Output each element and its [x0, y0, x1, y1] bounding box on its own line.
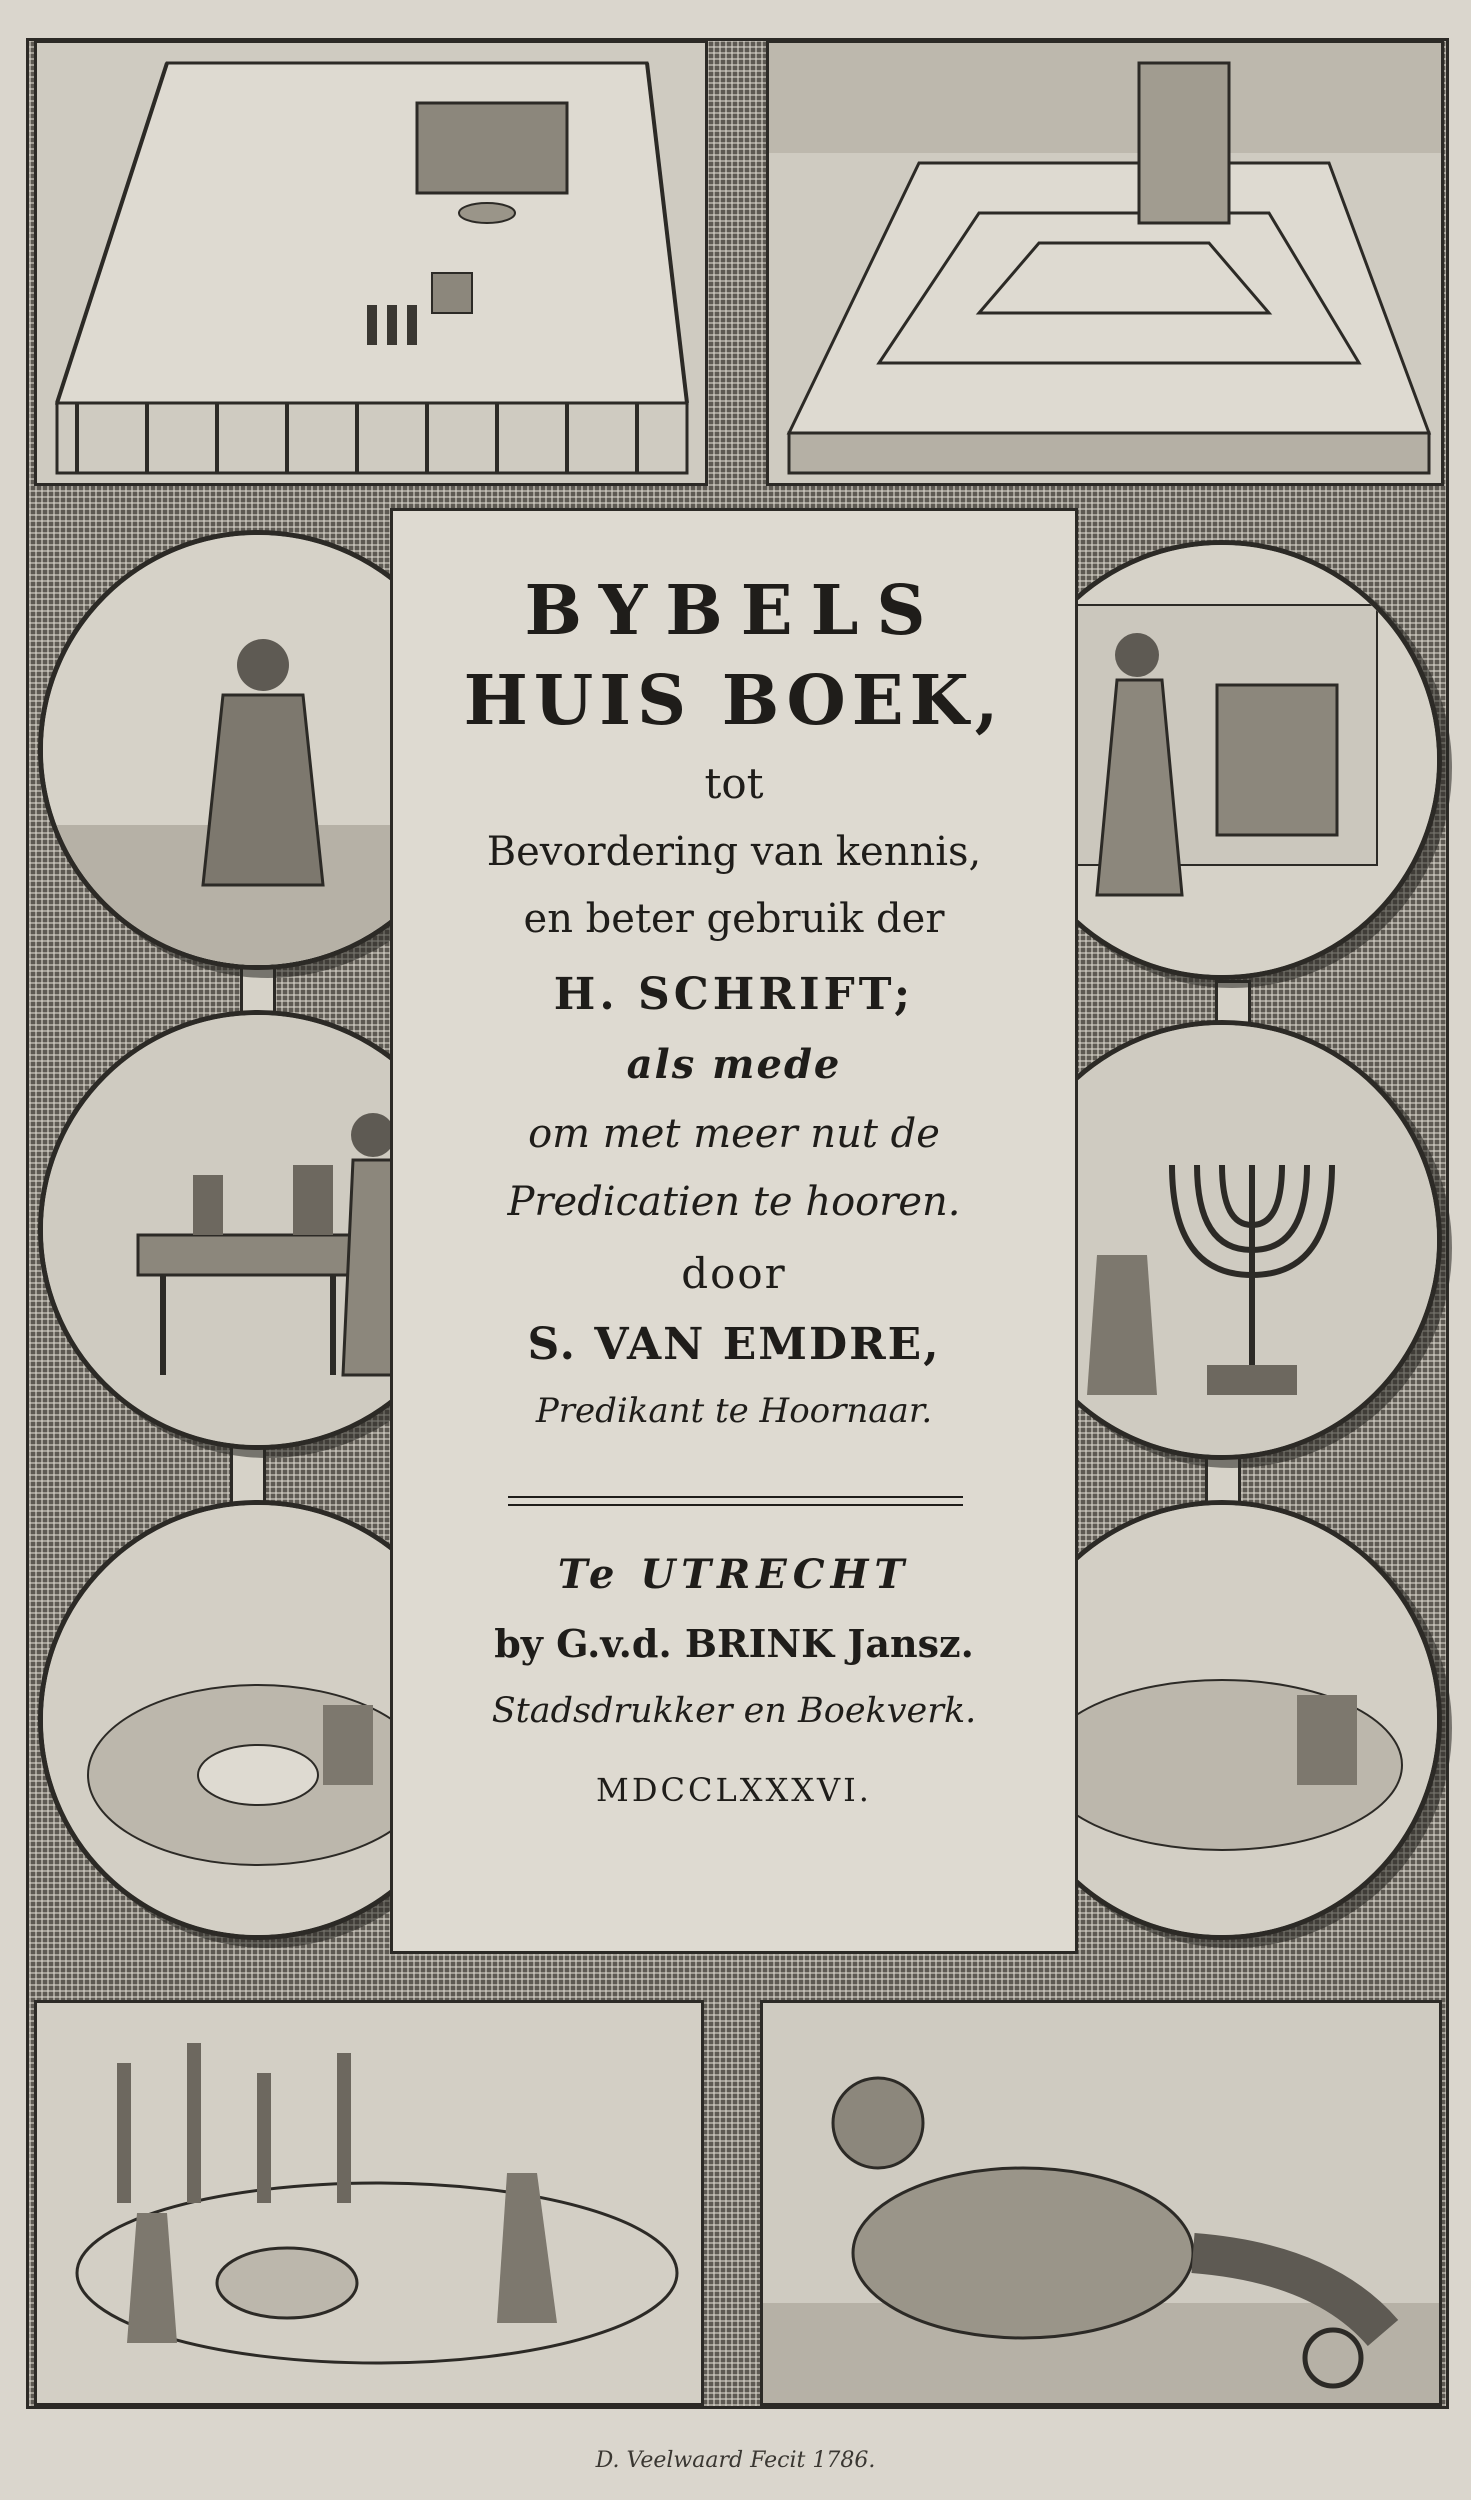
imprint-year: MDCCLXXXVI.	[596, 1771, 872, 1809]
title-line-1: BYBELS	[524, 571, 944, 651]
ploughing-scene	[34, 2000, 704, 2406]
title-line-4: Bevordering van kennis,	[486, 829, 982, 875]
divider-rule	[508, 1496, 963, 1506]
author-name: S. VAN EMDRE,	[527, 1319, 941, 1370]
title-line-9: Predicatien te hooren.	[507, 1179, 961, 1225]
title-line-10: door	[681, 1249, 787, 1298]
temple-scene	[766, 40, 1444, 486]
imprint-place: Te UTRECHT	[557, 1551, 911, 1598]
title-line-5: en beter gebruik der	[523, 896, 945, 942]
engraver-credit: D. Veelwaard Fecit 1786.	[595, 2448, 876, 2473]
title-panel	[390, 508, 1078, 1954]
title-line-2: HUIS BOEK,	[463, 661, 1005, 741]
title-line-8: om met meer nut de	[528, 1111, 940, 1157]
ram-scene	[760, 2000, 1442, 2406]
title-line-7: als mede	[626, 1041, 842, 1088]
title-line-3: tot	[704, 759, 764, 808]
title-line-6: H. SCHRIFT;	[553, 969, 915, 1020]
imprint-printer: by G.v.d. BRINK Jansz.	[494, 1621, 974, 1666]
tabernacle-scene	[34, 40, 708, 486]
imprint-role: Stadsdrukker en Boekverk.	[491, 1691, 977, 1731]
author-role: Predikant te Hoornaar.	[535, 1391, 933, 1431]
